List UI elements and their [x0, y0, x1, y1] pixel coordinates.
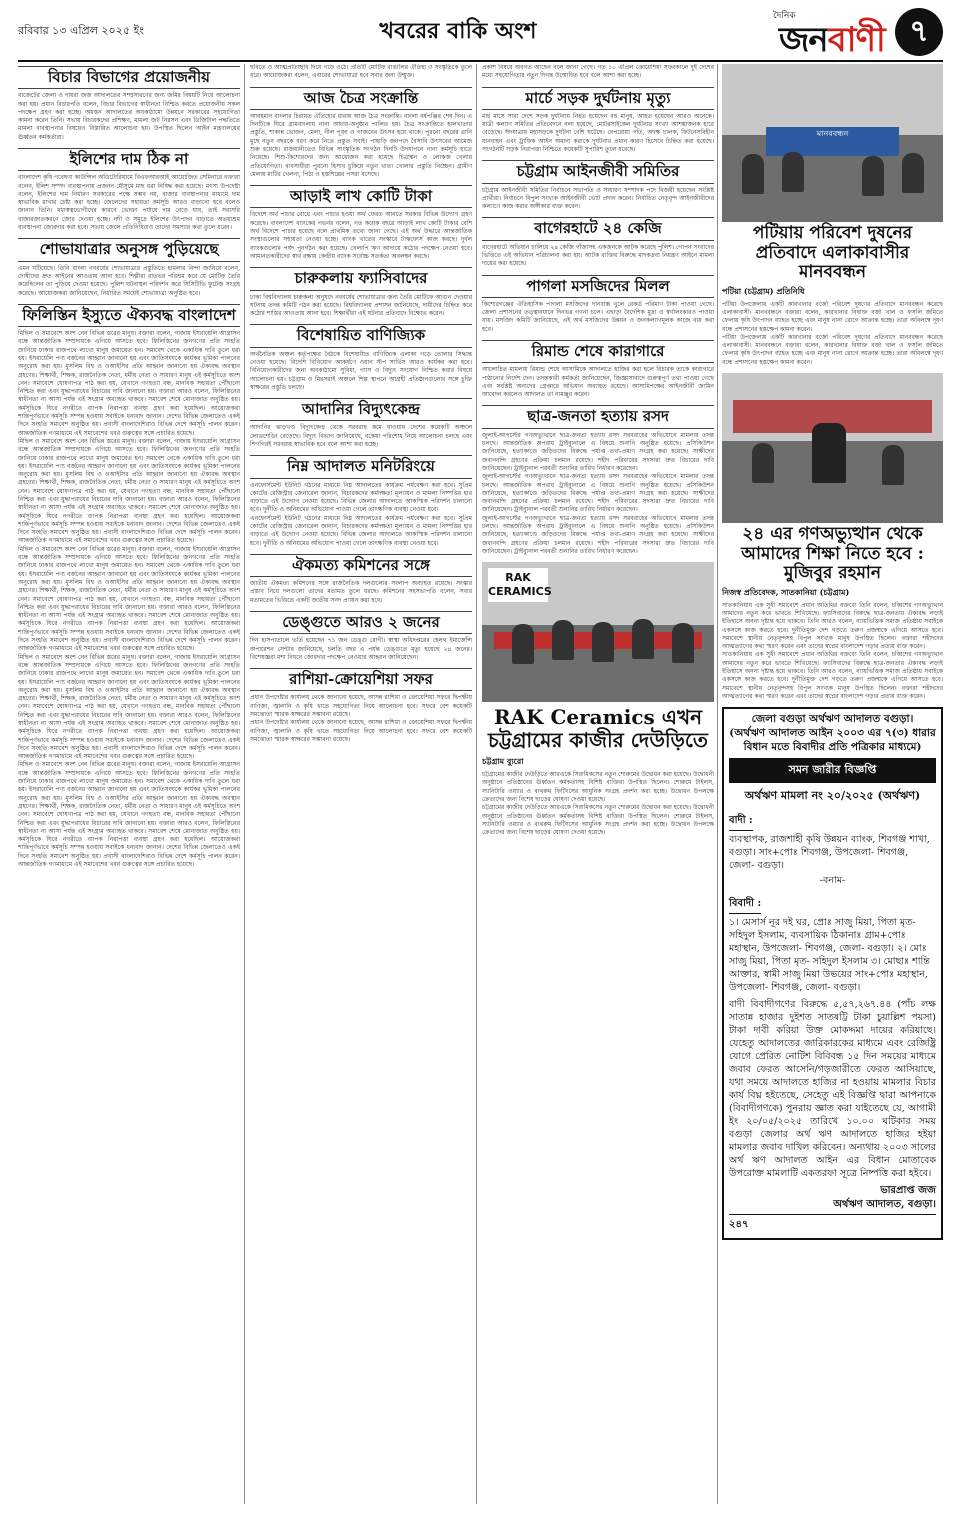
story-body: মার্চ মাসে সারা দেশে সড়ক দুর্ঘটনায় নিহত হয়েছেন বহু মানুষ, আহত হয়েছেন আরও অনেকে। যাত্রী কল্যাণ সমিতির প্রতিবেদনে বলা হয়েছে, মোটরসাইকেল দুর্ঘটনার সংখ্যা আশঙ্কাজনক হারে বেড়েছে। ঈদযাত্রায় মহাসড়কে দুর্ঘটনা বেশি ঘটেছে। বেপরোয়া গতি, অদক্ষ চালক, ফিটনেসবিহীন যানবাহন এবং ট্রাফিক আইন অমান্য করাকে দুর্ঘটনার প্রধান কারণ হিসেবে চিহ্নিত করা হয়েছে। সংগঠনটি সড়ক নিরাপত্তা নিশ্চিতে কয়েকটি সুপারিশ তুলে ধরেছে।	[482, 112, 714, 154]
logo-part-1: জন	[779, 20, 828, 60]
photo-person	[862, 156, 884, 196]
story-bagerhat	[482, 217, 714, 268]
story-body-cont: প্রধান উপদেষ্টার কার্যালয় থেকে জানানো হয়েছে, আসন্ন রাশিয়া ও ক্রোয়েশিয়া সফরে দ্বিপক্ষীয় বাণিজ্য, জ্বালানি ও কৃষি খাতে সহযোগিতা নিয়ে আলোচনা হবে। সফরে বেশ কয়েকটি সমঝোতা স্মারক স্বাক্ষরের সম্ভাবনা রয়েছে।	[250, 719, 472, 743]
notice-plaintiff-label: বাদী :	[729, 813, 753, 831]
notice-code: ২৪৭	[729, 1219, 749, 1231]
story-headline: রাশিয়া-ক্রোয়েশিয়া সফর	[250, 668, 472, 691]
story-headline: RAK Ceramics এখন চট্টগ্রামের কাজীর দেউড়িতে	[488, 705, 708, 753]
story-body-cont: মিছিল ও সমাবেশে অংশ নেন বিভিন্ন স্তরের মানুষ। বক্তারা বলেন, গাজায় ইসরায়েলি আগ্রাসন বন্ধে আন্তর্জাতিক সম্প্রদায়কে এগিয়ে আসতে হবে। ফিলিস্তিনের জনগণের প্রতি সংহতি জানিয়ে ঢাকার রাজপথে লাখো মানুষ জমায়েত হন। সমাবেশ থেকে একাধিক দাবি তুলে ধরা হয়। ইসরায়েলি পণ্য বর্জনের আহ্বান জানানো হয় এবং জাতিসংঘকে কার্যকর ভূমিকা পালনের অনুরোধ করা হয়। মুসলিম বিশ্ব ও ওআইসির প্রতি আহ্বান জানানো হয় ঐক্যবদ্ধ অবস্থান গ্রহণের। শিক্ষার্থী, শিক্ষক, রাজনৈতিক নেতা, ধর্মীয় নেতা ও সাধারণ মানুষ এই কর্মসূচিতে অংশ নেন। সমাবেশে ঘোষণাপত্র পাঠ করা হয়, যেখানে গণহত্যা বন্ধ, মানবিক সহায়তা পৌঁছানো নিশ্চিত করা এবং যুদ্ধাপরাধের বিচারের দাবি জানানো হয়। বক্তারা আরও বলেন, ফিলিস্তিনের স্বাধীনতা না আসা পর্যন্ত এই সংগ্রাম অব্যাহত থাকবে। সমাবেশ শেষে মোনাজাত অনুষ্ঠিত হয়। কর্মসূচিকে ঘিরে নগরীতে ব্যাপক নিরাপত্তা ব্যবস্থা গ্রহণ করা হয়েছিল। আয়োজকরা শান্তিপূর্ণভাবে কর্মসূচি সম্পন্ন হওয়ায় সবাইকে ধন্যবাদ জানান। দেশের বিভিন্ন জেলাতেও একই দিনে সংহতি সমাবেশ অনুষ্ঠিত হয়। প্রবাসী বাংলাদেশিরাও বিভিন্ন দেশে কর্মসূচি পালন করেন। আন্তর্জাতিক গণমাধ্যমে এই সমাবেশের খবর গুরুত্বের সঙ্গে প্রচারিত হয়েছে।	[18, 653, 240, 761]
story-headline: বাগেরহাটে ২৪ কেজি	[482, 217, 714, 240]
photo-person	[782, 152, 804, 192]
logo-wordmark	[779, 14, 885, 71]
header-date: রবিবার ১৩ এপ্রিল ২০২৫ ইং	[18, 24, 144, 37]
story-russia-croatia	[250, 668, 472, 744]
story-body-cont: এনফোর্সমেন্ট ইউনিট গঠনের মাধ্যমে নিম্ন আদালতের কার্যক্রম পর্যবেক্ষণ করা হবে। সুপ্রিম কোর্টের রেজিস্ট্রার জেনারেল জানান, বিচারকদের কর্মদক্ষতা মূল্যায়ন ও মামলা নিষ্পত্তির হার বাড়াতে এই উদ্যোগ নেওয়া হয়েছে। বিভিন্ন জেলার আদালতে আকস্মিক পরিদর্শন চালানো হবে। দুর্নীতি ও অনিয়মের অভিযোগ পাওয়া গেলে তাৎক্ষণিক ব্যবস্থা নেওয়া হবে।	[250, 514, 472, 547]
column-rule	[717, 64, 718, 1504]
story-headline: শোভাযাত্রার অনুসঙ্গ পুড়িয়েছে	[18, 238, 240, 261]
photo-person	[632, 619, 654, 659]
column-1	[18, 64, 240, 1504]
photo-person	[882, 445, 904, 485]
story-patiya-protest	[722, 224, 943, 367]
story-body: জাতীয় ঐকমত্য কমিশনের সঙ্গে রাজনৈতিক দলগুলোর সংলাপ অব্যাহত রয়েছে। সংস্কার প্রস্তাব নিয়ে দলগুলো তাদের মতামত তুলে ধরছে। কমিশনের সহসভাপতি বলেন, সবার মতামতের ভিত্তিতে একটি জাতীয় সনদ প্রণয়ন করা হবে।	[250, 580, 472, 604]
story-hilsa-price	[18, 148, 240, 232]
notice-footer	[729, 1214, 936, 1234]
story-body: আলোচিত মামলায় রিমান্ড শেষে আসামিকে আদালতে হাজির করা হলে বিচারক তাকে কারাগারে পাঠানোর নির্দেশ দেন। তদন্তকারী কর্মকর্তা জানিয়েছেন, জিজ্ঞাসাবাদে গুরুত্বপূর্ণ তথ্য পাওয়া গেছে এবং সংশ্লিষ্ট অন্যদের গ্রেপ্তারে অভিযান অব্যাহত রয়েছে। আসামিপক্ষের আইনজীবী জামিন আবেদন করলেও আদালত তা নামঞ্জুর করেন।	[482, 366, 714, 399]
notice-defendant: ১। মেসার্স নূর দই ঘর, প্রোঃ সাজু মিয়া, পিতা মৃত- সহিদুল ইসলাম, ব্যবসায়িক ঠিকানাঃ গ্রাম+পোঃ মহাস্থান, উপজেলা- শিবগঞ্জ, জেলা- বগুড়া। ২। মোঃ সাজু মিয়া, পিতা মৃত- সহিদুল ইসলাম ৩। মোছাঃ শান্তি আক্তার, স্বামী সাজু মিয়া উভয়ের সাং+পোঃ মহাস্থান, উপজেলা- শিবগঞ্জ, জেলা- বগুড়া।	[729, 917, 930, 994]
story-headline: পাগলা মসজিদের মিলল	[482, 275, 714, 298]
photo-background	[722, 64, 943, 135]
story-body-cont: মিছিল ও সমাবেশে অংশ নেন বিভিন্ন স্তরের মানুষ। বক্তারা বলেন, গাজায় ইসরায়েলি আগ্রাসন বন্ধে আন্তর্জাতিক সম্প্রদায়কে এগিয়ে আসতে হবে। ফিলিস্তিনের জনগণের প্রতি সংহতি জানিয়ে ঢাকার রাজপথে লাখো মানুষ জমায়েত হন। সমাবেশ থেকে একাধিক দাবি তুলে ধরা হয়। ইসরায়েলি পণ্য বর্জনের আহ্বান জানানো হয় এবং জাতিসংঘকে কার্যকর ভূমিকা পালনের অনুরোধ করা হয়। মুসলিম বিশ্ব ও ওআইসির প্রতি আহ্বান জানানো হয় ঐক্যবদ্ধ অবস্থান গ্রহণের। শিক্ষার্থী, শিক্ষক, রাজনৈতিক নেতা, ধর্মীয় নেতা ও সাধারণ মানুষ এই কর্মসূচিতে অংশ নেন। সমাবেশে ঘোষণাপত্র পাঠ করা হয়, যেখানে গণহত্যা বন্ধ, মানবিক সহায়তা পৌঁছানো নিশ্চিত করা এবং যুদ্ধাপরাধের বিচারের দাবি জানানো হয়। বক্তারা আরও বলেন, ফিলিস্তিনের স্বাধীনতা না আসা পর্যন্ত এই সংগ্রাম অব্যাহত থাকবে। সমাবেশ শেষে মোনাজাত অনুষ্ঠিত হয়। কর্মসূচিকে ঘিরে নগরীতে ব্যাপক নিরাপত্তা ব্যবস্থা গ্রহণ করা হয়েছিল। আয়োজকরা শান্তিপূর্ণভাবে কর্মসূচি সম্পন্ন হওয়ায় সবাইকে ধন্যবাদ জানান। দেশের বিভিন্ন জেলাতেও একই দিনে সংহতি সমাবেশ অনুষ্ঠিত হয়। প্রবাসী বাংলাদেশিরাও বিভিন্ন দেশে কর্মসূচি পালন করেন। আন্তর্জাতিক গণমাধ্যমে এই সমাবেশের খবর গুরুত্বের সঙ্গে প্রচারিত হয়েছে।	[18, 437, 240, 545]
story-body-cont: মিছিল ও সমাবেশে অংশ নেন বিভিন্ন স্তরের মানুষ। বক্তারা বলেন, গাজায় ইসরায়েলি আগ্রাসন বন্ধে আন্তর্জাতিক সম্প্রদায়কে এগিয়ে আসতে হবে। ফিলিস্তিনের জনগণের প্রতি সংহতি জানিয়ে ঢাকার রাজপথে লাখো মানুষ জমায়েত হন। সমাবেশ থেকে একাধিক দাবি তুলে ধরা হয়। ইসরায়েলি পণ্য বর্জনের আহ্বান জানানো হয় এবং জাতিসংঘকে কার্যকর ভূমিকা পালনের অনুরোধ করা হয়। মুসলিম বিশ্ব ও ওআইসির প্রতি আহ্বান জানানো হয় ঐক্যবদ্ধ অবস্থান গ্রহণের। শিক্ষার্থী, শিক্ষক, রাজনৈতিক নেতা, ধর্মীয় নেতা ও সাধারণ মানুষ এই কর্মসূচিতে অংশ নেন। সমাবেশে ঘোষণাপত্র পাঠ করা হয়, যেখানে গণহত্যা বন্ধ, মানবিক সহায়তা পৌঁছানো নিশ্চিত করা এবং যুদ্ধাপরাধের বিচারের দাবি জানানো হয়। বক্তারা আরও বলেন, ফিলিস্তিনের স্বাধীনতা না আসা পর্যন্ত এই সংগ্রাম অব্যাহত থাকবে। সমাবেশ শেষে মোনাজাত অনুষ্ঠিত হয়। কর্মসূচিকে ঘিরে নগরীতে ব্যাপক নিরাপত্তা ব্যবস্থা গ্রহণ করা হয়েছিল। আয়োজকরা শান্তিপূর্ণভাবে কর্মসূচি সম্পন্ন হওয়ায় সবাইকে ধন্যবাদ জানান। দেশের বিভিন্ন জেলাতেও একই দিনে সংহতি সমাবেশ অনুষ্ঠিত হয়। প্রবাসী বাংলাদেশিরাও বিভিন্ন দেশে কর্মসূচি পালন করেন। আন্তর্জাতিক গণমাধ্যমে এই সমাবেশের খবর গুরুত্বের সঙ্গে প্রচারিত হয়েছে।	[18, 761, 240, 869]
story-body: ছবিতে ও আত্মপ্রতিচ্ছবি দিয়ে গড়ে ওঠে। প্রতিটি মোটিফ বাঙালির ঐতিহ্য ও সংস্কৃতিকে তুলে ধরে। আয়োজকরা বলেন, এবারের শোভাযাত্রা হবে সবার জন্য উন্মুক্ত।	[250, 64, 472, 80]
column-3	[482, 64, 714, 1504]
logo-part-2: বাণী	[827, 20, 885, 60]
story-body-cont: জুলাই-আগস্টের গণঅভ্যুত্থানে ছাত্র-জনতা হত্যায় রসদ সরবরাহের অভিযোগে মামলার তদন্ত চলছে। আন্তর্জাতিক অপরাধ ট্রাইব্যুনালে এ বিষয়ে শুনানি অনুষ্ঠিত হয়েছে। প্রসিকিউশন জানিয়েছে, হত্যাকাণ্ডে জড়িতদের বিরুদ্ধে পর্যাপ্ত তথ্য-প্রমাণ সংগ্রহ করা হয়েছে। সাক্ষীদের জবানবন্দি গ্রহণের প্রক্রিয়া চলমান রয়েছে। শহীদ পরিবারের সদস্যরা দ্রুত বিচারের দাবি জানিয়েছেন। ট্রাইব্যুনাল পরবর্তী শুনানির তারিখ নির্ধারণ করেছেন।	[482, 514, 714, 555]
column-rule	[476, 64, 477, 1504]
story-commercial-zone	[250, 324, 472, 392]
story-body: বাজেটের জেলা ও দায়রা জজ আদালতের সম্প্রসারণের জন্য জমির বিষয়টি নিয়ে আলোচনা করা হয়। প্রধান বিচারপতি বলেন, বিচার বিভাগের স্বাধীনতা নিশ্চিত করতে প্রয়োজনীয় সকল পদক্ষেপ গ্রহণ করা হচ্ছে। অধস্তন আদালতের অবকাঠামো উন্নয়নে সরকারের সহযোগিতা কামনা করেন তিনি। সভায় বিচারকদের প্রশিক্ষণ, মামলা জট নিরসন এবং ডিজিটাল পদ্ধতিতে মামলা ব্যবস্থাপনার বিষয়েও বিস্তারিত আলোচনা হয়। উপস্থিত ছিলেন আইন মন্ত্রণালয়ের ঊর্ধ্বতন কর্মকর্তারা।	[18, 92, 240, 141]
story-byline: নিজস্ব প্রতিবেদক, সাতকানিয়া (চট্টগ্রাম)	[722, 586, 850, 597]
story-headline: ২৪ এর গণঅভ্যুত্থান থেকে আমাদের শিক্ষা নিতে হবে : মুজিবুর রহমান	[741, 524, 924, 584]
story-pagla-mosque	[482, 275, 714, 334]
photo-person	[552, 620, 574, 660]
story-headline: ফিলিস্তিন ইস্যুতে ঐক্যবদ্ধ বাংলাদেশ	[18, 304, 240, 327]
notice-sign-court: অর্থঋণ আদালত, বগুড়া।	[833, 1199, 936, 1211]
notice-title: সমন জারীর বিজ্ঞপ্তি	[729, 758, 936, 783]
story-body-cont: সাতকানিয়ায় এক সুধী সমাবেশে প্রধান অতিথির বক্তব্যে তিনি বলেন, চব্বিশের গণঅভ্যুত্থান আমাদের নতুন করে ভাবতে শিখিয়েছে। ফ্যাসিবাদের বিরুদ্ধে ছাত্র-জনতার ঐক্যবদ্ধ লড়াই ইতিহাসে অনন্য দৃষ্টান্ত হয়ে থাকবে। তিনি আরও বলেন, ন্যায়ভিত্তিক সমাজ প্রতিষ্ঠায় সবাইকে একসঙ্গে কাজ করতে হবে। দুর্নীতিমুক্ত দেশ গড়তে তরুণ প্রজন্মকে এগিয়ে আসতে হবে। সমাবেশে স্থানীয় নেতৃবৃন্দসহ বিপুল সংখ্যক মানুষ উপস্থিত ছিলেন। বক্তারা শহীদদের আত্মত্যাগের কথা স্মরণ করেন এবং তাদের স্বপ্নের বাংলাদেশ গড়ার প্রত্যয় ব্যক্ত করেন।	[722, 651, 943, 700]
story-body-cont: জুলাই-আগস্টের গণঅভ্যুত্থানে ছাত্র-জনতা হত্যায় রসদ সরবরাহের অভিযোগে মামলার তদন্ত চলছে। আন্তর্জাতিক অপরাধ ট্রাইব্যুনালে এ বিষয়ে শুনানি অনুষ্ঠিত হয়েছে। প্রসিকিউশন জানিয়েছে, হত্যাকাণ্ডে জড়িতদের বিরুদ্ধে পর্যাপ্ত তথ্য-প্রমাণ সংগ্রহ করা হয়েছে। সাক্ষীদের জবানবন্দি গ্রহণের প্রক্রিয়া চলমান রয়েছে। শহীদ পরিবারের সদস্যরা দ্রুত বিচারের দাবি জানিয়েছেন। ট্রাইব্যুনাল পরবর্তী শুনানির তারিখ নির্ধারণ করেছেন।	[482, 473, 714, 514]
section-title: খবরের বাকি অংশ	[379, 18, 537, 44]
story-headline: রিমান্ড শেষে কারাগারে	[482, 340, 714, 363]
story-continuation	[250, 64, 472, 81]
rak-event-photo	[482, 562, 714, 702]
notice-body: বাদী বিবাদীগণের বিরুদ্ধে ৫,৫৭,২৬৭.৪৪ (পাঁচ লক্ষ সাতান্ন হাজার দুইশত সাতষট্টি টাকা চুয়াল্লিশ পয়সা) টাকা দাবী করিয়া উক্ত মোকদ্দমা দায়ের করিয়াছে। যেহেতু আদালতের জারিকারকের মাধ্যমে এবং রেজিষ্ট্রি যোগে প্রেরিত নোটিশ বিবিবন্ধ ১৫ দিন সময়ের মাধ্যমে জবাব ফেরত আসেনি/গড়জারীতে ফেরত আসিয়াছে, যথা সময়ে আদালতে হাজির না হওয়ায় মামলার বিচার কার্য বিঘ্ন হইতেছে, সেহেতু এই বিজ্ঞপ্তি দ্বারা আপনাকে (বিবাদীগণকে) পুনরায় জ্ঞাত করা যাইতেছে যে, আগামী ইং ২০/০৫/২০২৫ তারিখে ১০.০০ ঘটিকার সময় বগুড়া জেলার অর্থ ঋণ আদালতে হাজির হইয়া মামলার জবাব দাখিল করিবেন। অন্যথায় ২০০৩ সালের অর্থ ঋণ আদালত আইন এর বিধান মোতাবেক উপরোক্ত মামলাটি একতরফা সূত্রে নিষ্পত্তি করা হইবে।	[729, 999, 936, 1180]
story-remand	[482, 340, 714, 399]
story-headline: আদানির বিদ্যুৎকেন্দ্র	[250, 398, 472, 421]
story-lower-court	[250, 455, 472, 548]
story-body: ঢাকা বিশ্ববিদ্যালয় চারুকলা অনুষদে নববর্ষের শোভাযাত্রার জন্য তৈরি মোটিফে আগুন দেওয়ার ঘটনায় তদন্ত কমিটি গঠন করা হয়েছে। বিশ্ববিদ্যালয় প্রশাসন জানিয়েছে, দায়ীদের চিহ্নিত করে কঠোর শাস্তির আওতায় আনা হবে। শিক্ষার্থীরা এই ঘটনার প্রতিবাদে বিক্ষোভ করেন।	[250, 293, 472, 318]
story-body: আবহমান বাংলার চিরায়ত ঐতিহ্যের ধারায় আজ চৈত্র সংক্রান্তি। বাংলা বর্ষপঞ্জির শেষ দিন। এ দিনটিকে ঘিরে গ্রামবাংলায় নানা আচার-অনুষ্ঠান পালিত হয়। চৈত্র সংক্রান্তিতে হালখাতার প্রস্তুতি, শাকান্ন ভোজন, মেলা, নীল পূজা ও গাজনের উৎসব হয়ে থাকে। পুরনো বছরের গ্লানি মুছে নতুন বছরকে বরণ করে নিতে প্রস্তুত সবাই। পাহাড়ি জনপদে বৈসাবি উৎসবের আমেজ শুরু হয়েছে। রাজধানীতেও বিভিন্ন সাংস্কৃতিক সংগঠন দিনটি উদযাপনে নানা কর্মসূচি হাতে নিয়েছে। শিশু-কিশোরদের জন্য আয়োজন করা হয়েছে চিত্রাঙ্কন ও লোকজ খেলার প্রতিযোগিতা। ব্যবসায়ীরা পুরনো হিসাব চুকিয়ে নতুন খাতা খোলার প্রস্তুতি নিচ্ছেন। গ্রামীণ মেলায় মাটির খেলনা, পিঠা ও হস্তশিল্পের পসরা বসেছে।	[250, 112, 472, 178]
notice-court: জেলা বগুড়া অর্থঋণ আদালত বগুড়া।	[751, 713, 914, 726]
photo-person	[742, 154, 764, 194]
story-dengue	[250, 611, 472, 662]
story-headline: ইলিশের দাম ঠিক না	[18, 148, 240, 171]
story-headline: আড়াই লাখ কোটি টাকা	[250, 185, 472, 208]
story-continuation	[482, 64, 714, 81]
story-lawyers-association	[482, 160, 714, 211]
story-body-cont: পটিয়া উপজেলায় একটি কারখানার বর্জ্যে পরিবেশ দূষণের প্রতিবাদে মানববন্ধন করেছে এলাকাবাসী। মানববন্ধনে বক্তারা বলেন, কারখানার বিষাক্ত বর্জ্য খাল ও ফসলি জমিতে ফেলায় কৃষি উৎপাদন ব্যাহত হচ্ছে এবং মানুষ নানা রোগে আক্রান্ত হচ্ছে। তারা অবিলম্বে দূষণ বন্ধে প্রশাসনের হস্তক্ষেপ কামনা করেন।	[722, 333, 943, 366]
story-rak-ceramics	[482, 562, 714, 837]
story-body: বাগেরহাটে অভিযান চালিয়ে ২৪ কেজি গাঁজাসহ একজনকে আটক করেছে পুলিশ। গোপন সংবাদের ভিত্তিতে এই অভিযান পরিচালনা করা হয়। আটক ব্যক্তির বিরুদ্ধে মাদকদ্রব্য নিয়ন্ত্রণ আইনে মামলা দায়ের করা হয়েছে।	[482, 243, 714, 268]
story-body-cont: মিছিল ও সমাবেশে অংশ নেন বিভিন্ন স্তরের মানুষ। বক্তারা বলেন, গাজায় ইসরায়েলি আগ্রাসন বন্ধে আন্তর্জাতিক সম্প্রদায়কে এগিয়ে আসতে হবে। ফিলিস্তিনের জনগণের প্রতি সংহতি জানিয়ে ঢাকার রাজপথে লাখো মানুষ জমায়েত হন। সমাবেশ থেকে একাধিক দাবি তুলে ধরা হয়। ইসরায়েলি পণ্য বর্জনের আহ্বান জানানো হয় এবং জাতিসংঘকে কার্যকর ভূমিকা পালনের অনুরোধ করা হয়। মুসলিম বিশ্ব ও ওআইসির প্রতি আহ্বান জানানো হয় ঐক্যবদ্ধ অবস্থান গ্রহণের। শিক্ষার্থী, শিক্ষক, রাজনৈতিক নেতা, ধর্মীয় নেতা ও সাধারণ মানুষ এই কর্মসূচিতে অংশ নেন। সমাবেশে ঘোষণাপত্র পাঠ করা হয়, যেখানে গণহত্যা বন্ধ, মানবিক সহায়তা পৌঁছানো নিশ্চিত করা এবং যুদ্ধাপরাধের বিচারের দাবি জানানো হয়। বক্তারা আরও বলেন, ফিলিস্তিনের স্বাধীনতা না আসা পর্যন্ত এই সংগ্রাম অব্যাহত থাকবে। সমাবেশ শেষে মোনাজাত অনুষ্ঠিত হয়। কর্মসূচিকে ঘিরে নগরীতে ব্যাপক নিরাপত্তা ব্যবস্থা গ্রহণ করা হয়েছিল। আয়োজকরা শান্তিপূর্ণভাবে কর্মসূচি সম্পন্ন হওয়ায় সবাইকে ধন্যবাদ জানান। দেশের বিভিন্ন জেলাতেও একই দিনে সংহতি সমাবেশ অনুষ্ঠিত হয়। প্রবাসী বাংলাদেশিরাও বিভিন্ন দেশে কর্মসূচি পালন করেন। আন্তর্জাতিক গণমাধ্যমে এই সমাবেশের খবর গুরুত্বের সঙ্গে প্রচারিত হয়েছে।	[18, 545, 240, 653]
court-summons-notice	[722, 707, 943, 1240]
masthead-logo	[773, 8, 885, 60]
story-headline: মার্চে সড়ক দুর্ঘটনায় মৃত্যু	[482, 87, 714, 110]
story-body: এনফোর্সমেন্ট ইউনিট গঠনের মাধ্যমে নিম্ন আদালতের কার্যক্রম পর্যবেক্ষণ করা হবে। সুপ্রিম কোর্টের রেজিস্ট্রার জেনারেল জানান, বিচারকদের কর্মদক্ষতা মূল্যায়ন ও মামলা নিষ্পত্তির হার বাড়াতে এই উদ্যোগ নেওয়া হয়েছে। বিভিন্ন জেলার আদালতে আকস্মিক পরিদর্শন চালানো হবে। দুর্নীতি ও অনিয়মের অভিযোগ পাওয়া গেলে তাৎক্ষণিক ব্যবস্থা নেওয়া হবে।	[250, 481, 472, 514]
photo-person	[902, 153, 924, 193]
story-palestine-solidarity	[18, 304, 240, 870]
notice-plaintiff: ব্যবস্থাপক, রাজশাহী কৃষি উন্নয়ন ব্যাংক, শিবগঞ্জ শাখা, বগুড়া। সাং+পোঃ শিবগঞ্জ, উপজেলা- শিবগঞ্জ, জেলা- বগুড়া।	[729, 834, 930, 872]
story-body: বিদেশে অর্থ পাচার রোধে এবং পাচার হওয়া অর্থ ফেরত আনতে সরকার বিভিন্ন উদ্যোগ গ্রহণ করেছে। বাংলাদেশ ব্যাংকের গভর্নর বলেন, গত কয়েক বছরে আড়াই লাখ কোটি টাকার বেশি অর্থ বিদেশে পাচার হয়েছে বলে প্রাথমিক তথ্যে জানা গেছে। এই অর্থ উদ্ধারে আন্তর্জাতিক সংস্থাগুলোর সহায়তা নেওয়া হচ্ছে। ব্যাংক খাতের সংস্কারে টাস্কফোর্স কাজ করছে। দুর্বল ব্যাংকগুলোর পর্ষদ পুনর্গঠন করা হয়েছে। খেলাপি ঋণ আদায়ে কঠোর পদক্ষেপ নেওয়া হবে। আমানতকারীদের স্বার্থ রক্ষায় কেন্দ্রীয় ব্যাংক সর্বোচ্চ সতর্কতা অবলম্বন করছে।	[250, 211, 472, 260]
story-money-laundering	[250, 185, 472, 261]
story-road-accidents	[482, 87, 714, 155]
notice-case-number: অর্থঋণ মামলা নং ২০/২০২৫ (অর্থঋণ)	[744, 789, 921, 803]
story-body: বাংলাদেশ কৃষি গবেষণা কাউন্সিল অডিটোরিয়ামে বিএফআরআই আয়োজিত সেমিনারে বক্তারা বলেন, ইলিশ সম্পদ ব্যবস্থাপনায় প্রজনন মৌসুমে মাছ ধরা নিষিদ্ধ করা হয়েছে। মৎস্য উপদেষ্টা বলেন, ইলিশের দাম নির্ধারণ সরকারের পক্ষে সম্ভব নয়, বাজার ব্যবস্থাপনার মাধ্যমে দাম স্বাভাবিক রাখার চেষ্টা করা হচ্ছে। জেলেদের সহায়তা কর্মসূচি আরও বাড়ানো হবে বলেও জানান তিনি। মধ্যস্বত্বভোগীদের কারণে ভোক্তা পর্যায়ে দাম বেড়ে যায়, তাই সরাসরি বাজারজাতকরণে জোর দেওয়া হচ্ছে। নদী ও সমুদ্রে ইলিশের উৎপাদন বাড়াতে অভয়াশ্রম ব্যবস্থাপনা জোরদার করা হবে। সভায় জেলে প্রতিনিধিরাও তাদের সমস্যার কথা তুলে ধরেন।	[18, 174, 240, 232]
story-body: দিন হাসপাতালে ভর্তি হয়েছেন ৭১ জন ডেঙ্গু রোগী। স্বাস্থ্য অধিদপ্তরের হেলথ ইমার্জেন্সি অপারেশন সেন্টার জানিয়েছে, চলতি বছর এ পর্যন্ত ডেঙ্গুতে মৃত্যু হয়েছে ২৪ জনের। বিশেষজ্ঞরা মশা নিধনে জোরদার পদক্ষেপ নেওয়ার আহ্বান জানিয়েছেন।	[250, 637, 472, 661]
story-body: অর্থনৈতিক অঞ্চল কর্তৃপক্ষের বৈঠকে বিশেষায়িত বাণিজ্যিক এলাকা গড়ে তোলার সিদ্ধান্ত নেওয়া হয়েছে। বিদেশি বিনিয়োগ আকর্ষণে ওয়ান স্টপ সার্ভিস আরও কার্যকর করা হবে। বিনিয়োগকারীদের জন্য অবকাঠামো সুবিধা, গ্যাস ও বিদ্যুৎ সংযোগ নিশ্চিত করার বিষয়ে আলোচনা হয়। চট্টগ্রাম ও মিরসরাই অঞ্চলে শিল্প স্থাপনে আগ্রহী প্রতিষ্ঠানগুলোর সঙ্গে চুক্তি স্বাক্ষরের প্রস্তুতি চলছে।	[250, 350, 472, 391]
photo-speaker	[812, 423, 846, 483]
story-body-cont: চট্টগ্রামের কাজীর দেউড়িতে আরএকে সিরামিকসের নতুন শোরুমের উদ্বোধন করা হয়েছে। উদ্বোধনী অনুষ্ঠানে প্রতিষ্ঠানের ঊর্ধ্বতন কর্মকর্তাসহ বিশিষ্ট ব্যক্তিরা উপস্থিত ছিলেন। শোরুমে টাইলস, স্যানিটারি ওয়্যার ও বাথরুম ফিটিংসের আধুনিক সংগ্রহ প্রদর্শন করা হচ্ছে। উদ্বোধন উপলক্ষে ক্রেতাদের জন্য বিশেষ ছাড়ের ঘোষণা দেওয়া হয়েছে।	[482, 804, 714, 837]
story-body: চট্টগ্রামের কাজীর দেউড়িতে আরএকে সিরামিকসের নতুন শোরুমের উদ্বোধন করা হয়েছে। উদ্বোধনী অনুষ্ঠানে প্রতিষ্ঠানের ঊর্ধ্বতন কর্মকর্তাসহ বিশিষ্ট ব্যক্তিরা উপস্থিত ছিলেন। শোরুমে টাইলস, স্যানিটারি ওয়্যার ও বাথরুম ফিটিংসের আধুনিক সংগ্রহ প্রদর্শন করা হচ্ছে। উদ্বোধন উপলক্ষে ক্রেতাদের জন্য বিশেষ ছাড়ের ঘোষণা দেওয়া হয়েছে।	[482, 771, 714, 804]
story-headline: চট্টগ্রাম আইনজীবী সমিতির	[482, 160, 714, 183]
rally-photo	[722, 64, 943, 222]
story-headline: বিশেষায়িত বাণিজ্যিক	[250, 324, 472, 347]
notice-sign-title: ভারপ্রাপ্ত জজ	[880, 1185, 936, 1197]
story-judiciary	[18, 66, 240, 142]
story-headline: বিচার বিভাগের প্রয়োজনীয়	[18, 66, 240, 89]
photo-person	[512, 624, 534, 664]
logo-prefix: দৈনিক	[773, 11, 796, 21]
photo-person	[592, 622, 614, 662]
story-fine-arts	[250, 267, 472, 318]
photo-person	[672, 623, 694, 663]
page-number-badge: ৭	[895, 8, 943, 56]
story-body: এমন ঘটিয়েছে। তিনি বাংলা নববর্ষের শোভাযাত্রার প্রস্তুতিতে হামলার নিন্দা জানিয়ে বলেন, দোষীদের দ্রুত আইনের আওতায় আনা হবে। শিল্পীরা রাতভর পরিশ্রম করে যে মোটিফ তৈরি করেছিলেন তা পুড়িয়ে দেওয়া হয়েছে। পুলিশ ঘটনাস্থল পরিদর্শন করে সিসিটিভি ফুটেজ সংগ্রহ করেছে। আয়োজকরা জানিয়েছেন, নির্ধারিত সময়েই শোভাযাত্রা অনুষ্ঠিত হবে।	[18, 264, 240, 297]
story-headline: পটিয়ায় পরিবেশ দুষনের প্রতিবাদে এলাকাবাসীর মানববন্ধন	[752, 223, 913, 283]
story-body: জুলাই-আগস্টের গণঅভ্যুত্থানে ছাত্র-জনতা হত্যায় রসদ সরবরাহের অভিযোগে মামলার তদন্ত চলছে। আন্তর্জাতিক অপরাধ ট্রাইব্যুনালে এ বিষয়ে শুনানি অনুষ্ঠিত হয়েছে। প্রসিকিউশন জানিয়েছে, হত্যাকাণ্ডে জড়িতদের বিরুদ্ধে পর্যাপ্ত তথ্য-প্রমাণ সংগ্রহ করা হয়েছে। সাক্ষীদের জবানবন্দি গ্রহণের প্রক্রিয়া চলমান রয়েছে। শহীদ পরিবারের সদস্যরা দ্রুত বিচারের দাবি জানিয়েছেন। ট্রাইব্যুনাল পরবর্তী শুনানির তারিখ নির্ধারণ করেছেন।	[482, 431, 714, 472]
story-consensus-commission	[250, 554, 472, 605]
notice-law: (অর্থঋণ আদালত আইন ২০০৩ এর ৭(৩) ধারার বিধান মতে বিবাদীর প্রতি পত্রিকার মাধ্যমে)	[729, 726, 936, 753]
story-headline: আজ চৈত্র সংক্রান্তি	[250, 87, 472, 110]
page-header	[18, 8, 943, 62]
story-byline: পটিয়া (চট্টগ্রাম) প্রতিনিধি	[722, 285, 805, 296]
rak-logo-sign: RAK CERAMICS	[488, 568, 548, 602]
story-headline: চারুকলায় ফ্যাসিবাদের	[250, 267, 472, 290]
rally-banner: মানববন্ধন	[766, 127, 899, 155]
story-body: সাতকানিয়ায় এক সুধী সমাবেশে প্রধান অতিথির বক্তব্যে তিনি বলেন, চব্বিশের গণঅভ্যুত্থান আমাদের নতুন করে ভাবতে শিখিয়েছে। ফ্যাসিবাদের বিরুদ্ধে ছাত্র-জনতার ঐক্যবদ্ধ লড়াই ইতিহাসে অনন্য দৃষ্টান্ত হয়ে থাকবে। তিনি আরও বলেন, ন্যায়ভিত্তিক সমাজ প্রতিষ্ঠায় সবাইকে একসঙ্গে কাজ করতে হবে। দুর্নীতিমুক্ত দেশ গড়তে তরুণ প্রজন্মকে এগিয়ে আসতে হবে। সমাবেশে স্থানীয় নেতৃবৃন্দসহ বিপুল সংখ্যক মানুষ উপস্থিত ছিলেন। বক্তারা শহীদদের আত্মত্যাগের কথা স্মরণ করেন এবং তাদের স্বপ্নের বাংলাদেশ গড়ার প্রত্যয় ব্যক্ত করেন।	[722, 601, 943, 651]
story-body: প্রকাশ বিষয়ে অবগত আছেন বলে জানা গেছে। গত ১০ এপ্রিল ক্রোয়েশিয়া সফরকালে দুই দেশের মধ্যে সহযোগিতার নতুন দিগন্ত উন্মোচিত হবে বলে আশা করা হচ্ছে।	[482, 64, 714, 80]
story-body: চট্টগ্রাম আইনজীবী সমিতির নির্বাচনে সভাপতি ও সাধারণ সম্পাদক পদে বিজয়ী হয়েছেন সংশ্লিষ্ট প্রার্থীরা। নির্বাচনে বিপুল সংখ্যক আইনজীবী ভোট প্রদান করেন। নির্বাচিত নেতৃবৃন্দ আইনজীবীদের কল্যাণে কাজ করার অঙ্গীকার ব্যক্ত করেন।	[482, 186, 714, 211]
story-headline: ডেঙ্গুতে আরও ২ জনের	[250, 611, 472, 634]
story-chaitra-sankranti	[250, 87, 472, 180]
story-headline: ছাত্র-জনতা হত্যায় রসদ	[482, 405, 714, 428]
column-rule	[244, 64, 245, 1504]
notice-defendant-label: বিবাদী :	[729, 896, 761, 914]
story-byline: চট্টগ্রাম ব্যুরো	[482, 756, 524, 767]
photo-person	[752, 443, 774, 483]
story-procession-fire	[18, 238, 240, 297]
notice-signatory	[729, 1184, 936, 1212]
story-body: কিশোরগঞ্জের ঐতিহাসিক পাগলা মসজিদের দানবাক্স খুলে রেকর্ড পরিমাণ টাকা পাওয়া গেছে। জেলা প্রশাসনের তত্ত্বাবধানে দিনভর গণনা চলে। এছাড়া বৈদেশিক মুদ্রা ও স্বর্ণালংকারও পাওয়া যায়। মসজিদ কমিটি জানিয়েছে, এই অর্থ মসজিদের উন্নয়ন ও জনকল্যাণমূলক কাজে ব্যয় করা হবে।	[482, 300, 714, 333]
story-body: মিছিল ও সমাবেশে অংশ নেন বিভিন্ন স্তরের মানুষ। বক্তারা বলেন, গাজায় ইসরায়েলি আগ্রাসন বন্ধে আন্তর্জাতিক সম্প্রদায়কে এগিয়ে আসতে হবে। ফিলিস্তিনের জনগণের প্রতি সংহতি জানিয়ে ঢাকার রাজপথে লাখো মানুষ জমায়েত হন। সমাবেশ থেকে একাধিক দাবি তুলে ধরা হয়। ইসরায়েলি পণ্য বর্জনের আহ্বান জানানো হয় এবং জাতিসংঘকে কার্যকর ভূমিকা পালনের অনুরোধ করা হয়। মুসলিম বিশ্ব ও ওআইসির প্রতি আহ্বান জানানো হয় ঐক্যবদ্ধ অবস্থান গ্রহণের। শিক্ষার্থী, শিক্ষক, রাজনৈতিক নেতা, ধর্মীয় নেতা ও সাধারণ মানুষ এই কর্মসূচিতে অংশ নেন। সমাবেশে ঘোষণাপত্র পাঠ করা হয়, যেখানে গণহত্যা বন্ধ, মানবিক সহায়তা পৌঁছানো নিশ্চিত করা এবং যুদ্ধাপরাধের বিচারের দাবি জানানো হয়। বক্তারা আরও বলেন, ফিলিস্তিনের স্বাধীনতা না আসা পর্যন্ত এই সংগ্রাম অব্যাহত থাকবে। সমাবেশ শেষে মোনাজাত অনুষ্ঠিত হয়। কর্মসূচিকে ঘিরে নগরীতে ব্যাপক নিরাপত্তা ব্যবস্থা গ্রহণ করা হয়েছিল। আয়োজকরা শান্তিপূর্ণভাবে কর্মসূচি সম্পন্ন হওয়ায় সবাইকে ধন্যবাদ জানান। দেশের বিভিন্ন জেলাতেও একই দিনে সংহতি সমাবেশ অনুষ্ঠিত হয়। প্রবাসী বাংলাদেশিরাও বিভিন্ন দেশে কর্মসূচি পালন করেন। আন্তর্জাতিক গণমাধ্যমে এই সমাবেশের খবর গুরুত্বের সঙ্গে প্রচারিত হয়েছে।	[18, 330, 240, 437]
speaker-photo	[722, 373, 943, 523]
column-2	[250, 64, 472, 1504]
story-student-killing	[482, 405, 714, 556]
story-adani-power	[250, 398, 472, 449]
story-headline: নিম্ন আদালত মনিটরিংয়ে	[250, 455, 472, 478]
notice-versus: -বনাম-	[819, 875, 846, 887]
story-body: প্রধান উপদেষ্টার কার্যালয় থেকে জানানো হয়েছে, আসন্ন রাশিয়া ও ক্রোয়েশিয়া সফরে দ্বিপক্ষীয় বাণিজ্য, জ্বালানি ও কৃষি খাতে সহযোগিতা নিয়ে আলোচনা হবে। সফরে বেশ কয়েকটি সমঝোতা স্মারক স্বাক্ষরের সম্ভাবনা রয়েছে।	[250, 694, 472, 719]
column-4	[722, 64, 943, 1504]
story-body: আদানির ঝাড়খণ্ড বিদ্যুৎকেন্দ্র থেকে সরবরাহ কমে যাওয়ায় দেশের কয়েকটি অঞ্চলে লোডশেডিং বেড়েছে। বিদ্যুৎ বিভাগ জানিয়েছে, বকেয়া পরিশোধ নিয়ে আলোচনা চলছে এবং শিগগিরই সরবরাহ স্বাভাবিক হবে বলে আশা করা হচ্ছে।	[250, 424, 472, 448]
story-body: পটিয়া উপজেলায় একটি কারখানার বর্জ্যে পরিবেশ দূষণের প্রতিবাদে মানববন্ধন করেছে এলাকাবাসী। মানববন্ধনে বক্তারা বলেন, কারখানার বিষাক্ত বর্জ্য খাল ও ফসলি জমিতে ফেলায় কৃষি উৎপাদন ব্যাহত হচ্ছে এবং মানুষ নানা রোগে আক্রান্ত হচ্ছে। তারা অবিলম্বে দূষণ বন্ধে প্রশাসনের হস্তক্ষেপ কামনা করেন।	[722, 300, 943, 333]
story-headline: ঐকমত্য কমিশনের সঙ্গে	[250, 554, 472, 577]
story-mujibur-rahman	[722, 525, 943, 701]
